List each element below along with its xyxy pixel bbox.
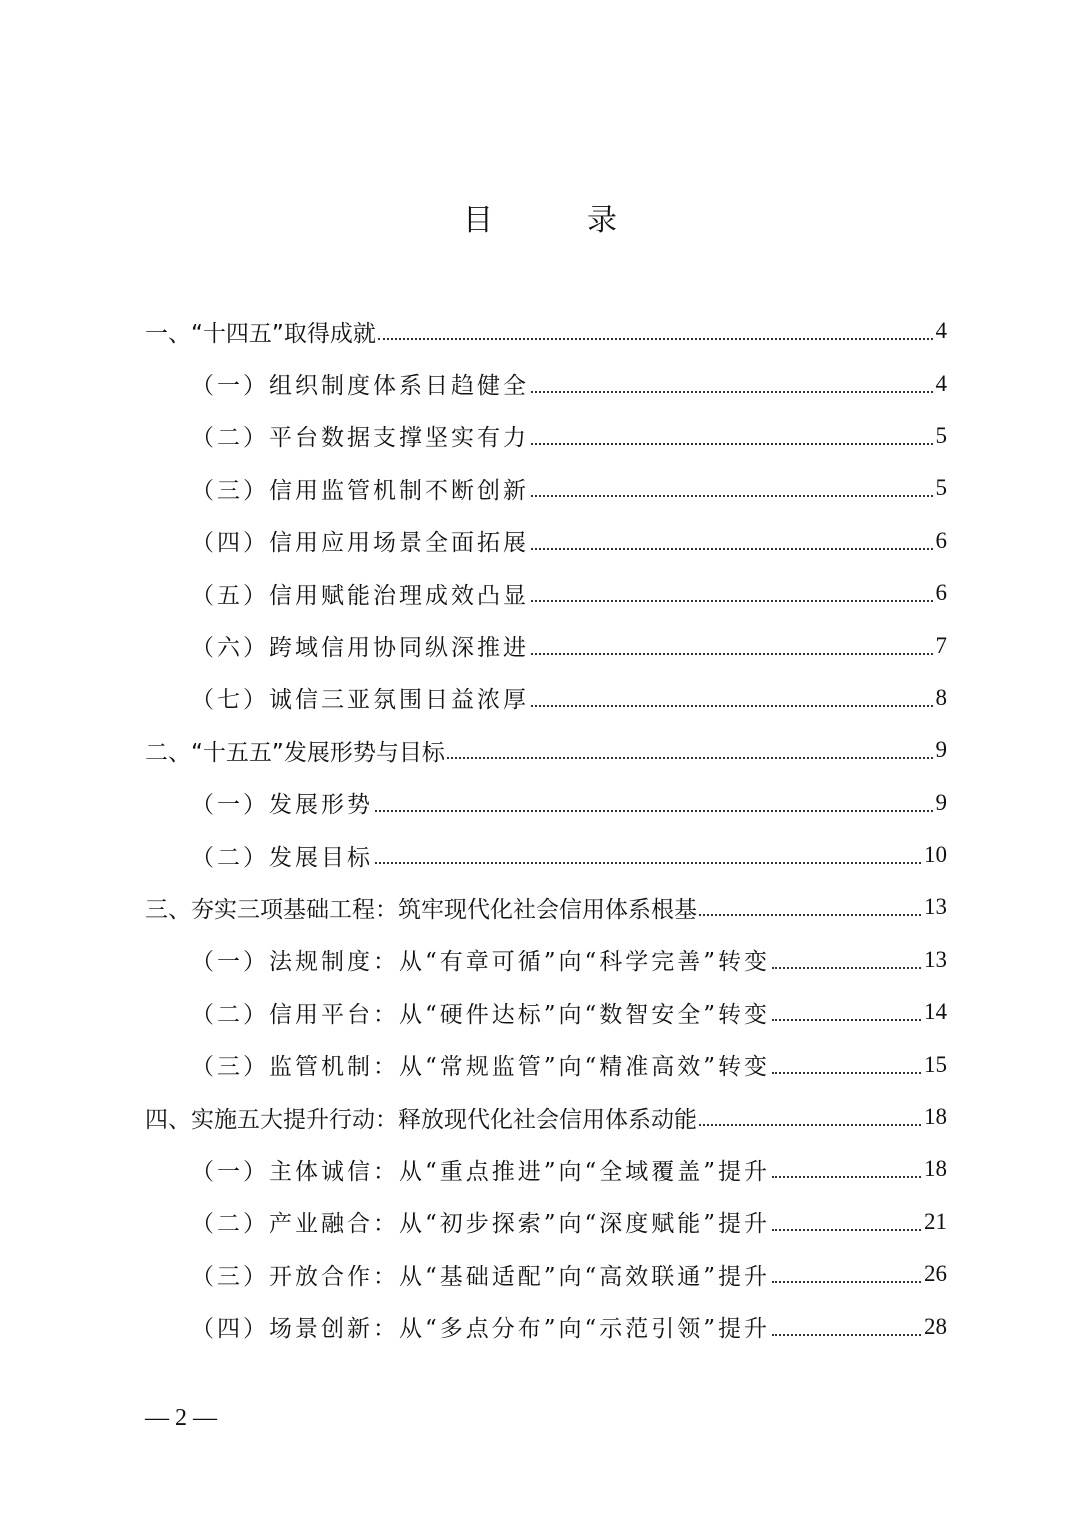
toc-title: 目 录 bbox=[463, 203, 649, 238]
toc-entry bbox=[145, 829, 947, 881]
toc-entry-text: （四）信用应用场景全面拓展 bbox=[191, 530, 529, 557]
toc-entry-text: （二）发展目标 bbox=[191, 844, 373, 871]
toc-entry bbox=[145, 305, 947, 357]
toc-entry-text: （二）产业融合：从“初步探索”向“深度赋能”提升 bbox=[191, 1211, 771, 1238]
toc-entry bbox=[145, 881, 947, 933]
toc-entry-text: （五）信用赋能治理成效凸显 bbox=[191, 582, 529, 609]
toc-entry bbox=[145, 462, 947, 514]
toc-dot-leader bbox=[531, 653, 933, 655]
toc-entry bbox=[145, 1038, 947, 1090]
toc-dot-leader bbox=[531, 548, 933, 550]
toc-entry-text: （四）场景创新：从“多点分布”向“示范引领”提升 bbox=[191, 1316, 771, 1343]
toc-entry-page: 9 bbox=[935, 737, 947, 763]
toc-entry-page: 15 bbox=[924, 1051, 947, 1077]
toc-entry-text: 三、夯实三项基础工程：筑牢现代化社会信用体系根基 bbox=[145, 896, 697, 923]
toc-dot-leader bbox=[772, 1229, 921, 1231]
toc-entry-page: 13 bbox=[924, 946, 947, 972]
toc-dot-leader bbox=[531, 495, 933, 497]
toc-entry-text: （一）主体诚信：从“重点推进”向“全域覆盖”提升 bbox=[191, 1158, 771, 1185]
toc-entry-text: （二）信用平台：从“硬件达标”向“数智安全”转变 bbox=[191, 1001, 771, 1028]
toc-entry-page: 5 bbox=[935, 475, 947, 501]
toc-entry-page: 4 bbox=[935, 318, 947, 344]
toc-entry-page: 14 bbox=[924, 999, 947, 1025]
toc-entry-page: 18 bbox=[924, 1156, 947, 1182]
toc-entry bbox=[145, 357, 947, 409]
toc-entry bbox=[145, 777, 947, 829]
toc-entry bbox=[145, 724, 947, 776]
toc-dot-leader bbox=[772, 1019, 921, 1021]
toc-entry-text: 一、“十四五”取得成就 bbox=[145, 320, 376, 347]
toc-entry-text: （一）组织制度体系日趋健全 bbox=[191, 373, 529, 400]
toc-entry-page: 28 bbox=[924, 1313, 947, 1339]
toc-dot-leader bbox=[699, 914, 921, 916]
toc-entry bbox=[145, 619, 947, 671]
toc-dot-leader bbox=[531, 443, 933, 445]
toc-entry-page: 5 bbox=[935, 422, 947, 448]
toc-entry-page: 6 bbox=[935, 580, 947, 606]
toc-dot-leader bbox=[772, 1334, 921, 1336]
toc-entry bbox=[145, 567, 947, 619]
toc-entry bbox=[145, 986, 947, 1038]
toc-entry bbox=[145, 515, 947, 567]
toc-dot-leader bbox=[447, 757, 933, 759]
toc-entry bbox=[145, 934, 947, 986]
toc-dot-leader bbox=[772, 1072, 921, 1074]
toc-dot-leader bbox=[531, 705, 933, 707]
toc-entry-text: （七）诚信三亚氛围日益浓厚 bbox=[191, 687, 529, 714]
toc-entry-page: 26 bbox=[924, 1261, 947, 1287]
toc-entry bbox=[145, 1196, 947, 1248]
toc-entry-page: 6 bbox=[935, 527, 947, 553]
toc-dot-leader bbox=[375, 862, 921, 864]
toc-dot-leader bbox=[375, 810, 933, 812]
toc-dot-leader bbox=[699, 1124, 921, 1126]
toc-dot-leader bbox=[531, 391, 933, 393]
toc-entry-page: 10 bbox=[924, 842, 947, 868]
toc-entry-page: 4 bbox=[935, 370, 947, 396]
toc-entry bbox=[145, 1143, 947, 1195]
toc-dot-leader bbox=[772, 967, 921, 969]
toc-entry-text: （六）跨域信用协同纵深推进 bbox=[191, 635, 529, 662]
page-number: — 2 — bbox=[145, 1405, 217, 1431]
toc-entry-page: 13 bbox=[924, 894, 947, 920]
toc-entry-page: 9 bbox=[935, 789, 947, 815]
toc-entry bbox=[145, 1248, 947, 1300]
toc-entry bbox=[145, 672, 947, 724]
toc-list bbox=[145, 305, 947, 1353]
toc-entry-text: （一）发展形势 bbox=[191, 792, 373, 819]
toc-dot-leader bbox=[772, 1281, 921, 1283]
toc-dot-leader bbox=[378, 338, 933, 340]
toc-entry-text: （三）信用监管机制不断创新 bbox=[191, 477, 529, 504]
toc-entry-page: 18 bbox=[924, 1104, 947, 1130]
toc-dot-leader bbox=[772, 1176, 921, 1178]
toc-dot-leader bbox=[531, 600, 933, 602]
toc-entry-text: （三）开放合作：从“基础适配”向“高效联通”提升 bbox=[191, 1263, 771, 1290]
toc-entry bbox=[145, 1300, 947, 1352]
toc-entry-text: 四、实施五大提升行动：释放现代化社会信用体系动能 bbox=[145, 1106, 697, 1133]
toc-entry-text: （二）平台数据支撑坚实有力 bbox=[191, 425, 529, 452]
toc-entry bbox=[145, 410, 947, 462]
toc-entry-text: （一）法规制度：从“有章可循”向“科学完善”转变 bbox=[191, 949, 771, 976]
toc-entry bbox=[145, 1091, 947, 1143]
toc-entry-page: 8 bbox=[935, 684, 947, 710]
toc-entry-text: （三）监管机制：从“常规监管”向“精准高效”转变 bbox=[191, 1054, 771, 1081]
toc-entry-page: 7 bbox=[935, 632, 947, 658]
toc-entry-page: 21 bbox=[924, 1208, 947, 1234]
toc-entry-text: 二、“十五五”发展形势与目标 bbox=[145, 739, 445, 766]
